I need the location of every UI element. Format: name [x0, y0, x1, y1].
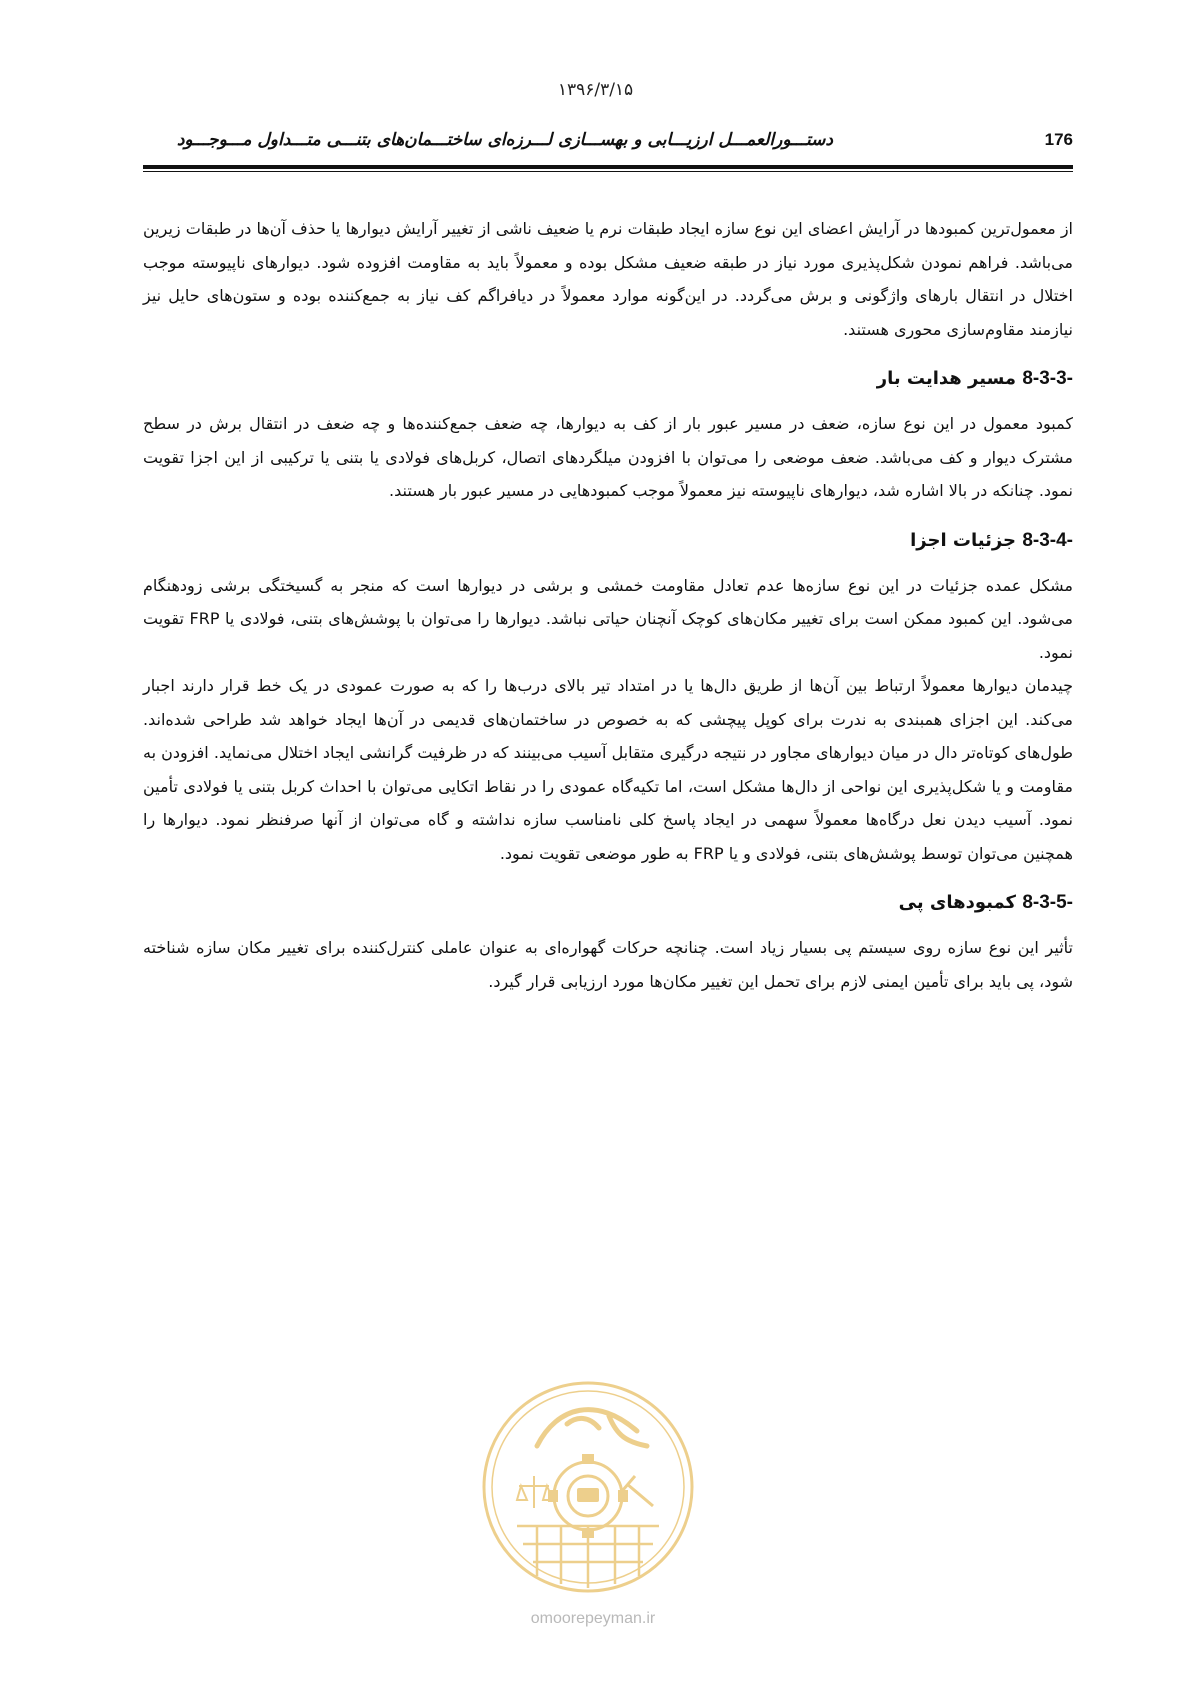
section-paragraph: کمبود معمول در این نوع سازه، ضعف در مسیر عبور بار از کف به دیوارها، چه ضعف جمع‌کننده‌ها و چه ضعف در انتقال برش در سطح مشترک دیوار و کف می‌باشد. ضعف موضعی را می‌توان با افزودن میلگردهای اتصال، کربل‌های فولادی یا بتنی یا ترکیبی از این اجزا تقویت نمود. چنانکه در بالا اشاره شد، دیوارهای ناپیوسته نیز معمولاً موجب کمبودهایی در مسیر عبور بار هستند.: [143, 414, 1073, 500]
section-paragraph: چیدمان دیوارها معمولاً ارتباط بین آن‌ها از طریق دال‌ها یا در امتداد تیر بالای درب‌ها را که به صورت عمودی در یک خط قرار دارند اجبار می‌کند. این اجزای همبندی به ندرت برای کوپل پیچشی که به خصوص در ساختمان‌های قدیمی در آن‌ها ایجاد خواهد شد طراحی شده‌اند. طول‌های کوتاه‌تر دال در میان دیوارهای مجاور در نتیجه درگیری متقابل آسیب می‌بینند که در ظرفیت گرانشی ایجاد اختلال می‌نماید. افزودن به مقاومت و یا شکل‌پذیری این نواحی از دال‌ها مشکل است، اما تکیه‌گاه عمودی را در نقاط اتکایی می‌توان با احداث کربل بتنی یا فولادی تأمین نمود. آسیب دیدن نعل درگاه‌ها معمولاً سهمی در ایجاد پاسخ کلی نامناسب سازه نداشته و گاه می‌توان از آنها صرفنظر نمود. دیوارها را همچنین می‌توان توسط پوشش‌های بتنی، فولادی و یا FRP به طور موضعی تقویت نمود.: [143, 676, 1073, 863]
header-title: دستـــورالعمـــل ارزیـــابی و بهســـازی لـــرزه‌ای ساختـــمان‌های بتنـــی متـــداول مـــوجـــود: [176, 130, 833, 150]
watermark-url: omoorepeyman.ir: [530, 1610, 656, 1627]
section-number: 8-3-4-: [1022, 529, 1073, 551]
section-title: مسیر هدایت بار: [876, 368, 1017, 389]
header-rule-thin: [143, 171, 1073, 172]
date-line: ۱۳۹۶/۳/۱۵: [557, 80, 634, 100]
section-number: 8-3-3-: [1022, 368, 1073, 389]
section-number: 8-3-5-: [1022, 892, 1073, 913]
section-paragraph: تأثیر این نوع سازه روی سیستم پی بسیار زیاد است. چنانچه حرکات گهواره‌ای به عنوان عاملی کنترل‌کننده برای تغییر مکان سازه شناخته شود، پی باید برای تأمین ایمنی لازم برای تحمل این تغییر مکان‌ها مورد ارزیابی قرار گیرد.: [143, 938, 1073, 991]
section-heading-foundation-deficiencies: [143, 886, 1073, 920]
document-body: [143, 212, 1073, 998]
section-paragraph: مشکل عمده جزئیات در این نوع سازه‌ها عدم تعادل مقاومت خمشی و برشی در دیوارها است که منجر به گسیختگی برشی زودهنگام می‌شود. این کمبود ممکن است برای تغییر مکان‌های کوچک آنچنان حیاتی نباشد. دیوارها را می‌توان با پوشش‌های بتنی، فولادی یا FRP تقویت نمود.: [143, 575, 1074, 662]
page-number: 176: [1044, 130, 1073, 149]
watermark-logo-icon: [477, 1376, 699, 1598]
header-rule-thick: [143, 165, 1073, 169]
intro-paragraph: از معمول‌ترین کمبودها در آرایش اعضای این نوع سازه ایجاد طبقات نرم یا ضعیف ناشی از تغییر آرایش دیوارها یا حذف آن‌ها در طبقات زیرین می‌باشد. فراهم نمودن شکل‌پذیری مورد نیاز در طبقه ضعیف مشکل بوده و معمولاً باید به مقاومت افزوده شود. دیوارهای ناپیوسته موجب اختلال در انتقال بارهای واژگونی و برش می‌گردد. در این‌گونه موارد معمولاً در دیافراگم کف نیاز به جمع‌کننده بوده و ستون‌های حایل نیز نیازمند مقاوم‌سازی محوری هستند.: [143, 219, 1073, 339]
section-heading-load-path: [143, 362, 1073, 396]
section-heading-component-details: [143, 524, 1073, 558]
section-title: کمبودهای پی: [898, 892, 1017, 913]
section-title: جزئیات اجزا: [910, 529, 1017, 551]
page-header: [143, 130, 1073, 164]
